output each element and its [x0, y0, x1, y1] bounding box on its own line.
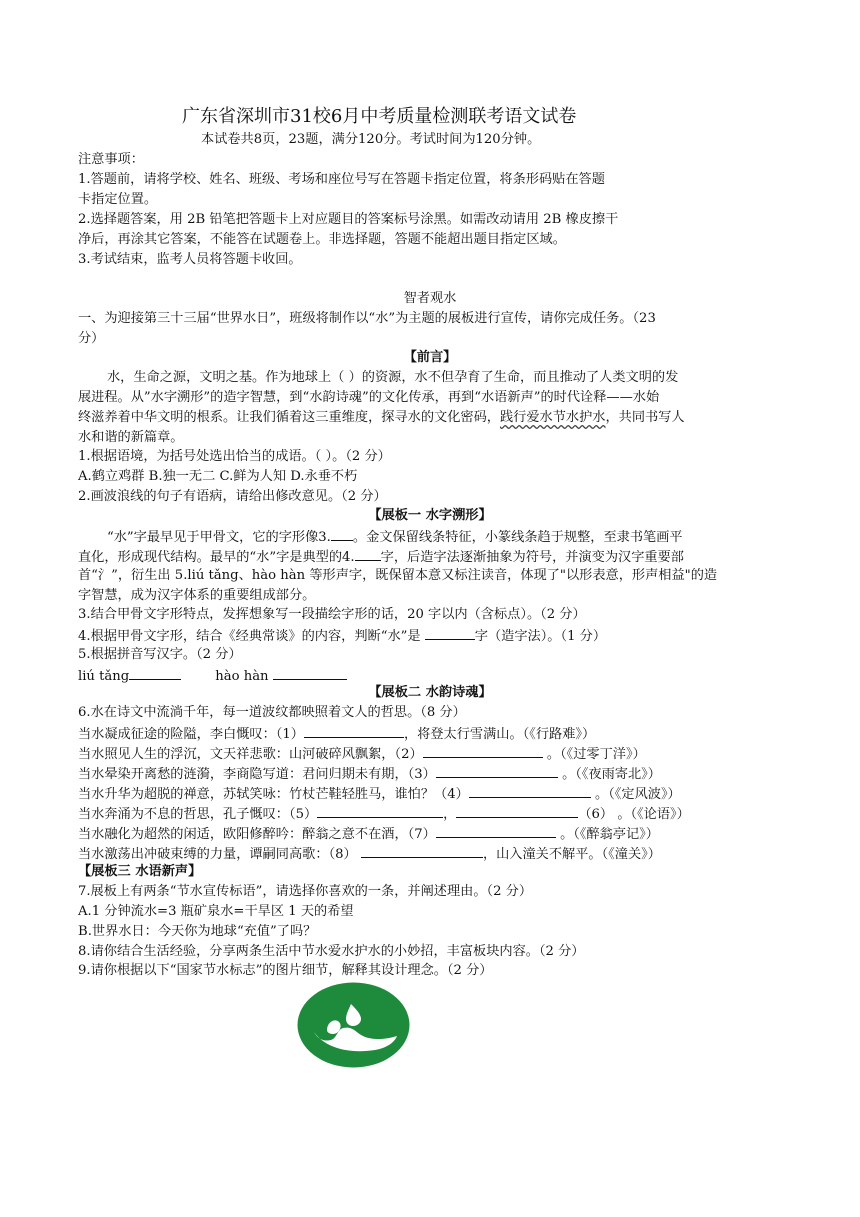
answer-blank-poem-8[interactable] [361, 843, 483, 858]
notice-item-1: 1.答题前，请将学校、姓名、班级、考场和座位号写在答题卡指定位置，将条形码贴在答题 [78, 172, 605, 187]
preface-para-line-1: 水，生命之源，文明之基。作为地球上（ ）的资源，水不但孕育了生命，而且推动了人类文明的发 [107, 370, 679, 385]
poem-line-5 [78, 803, 690, 825]
poem-line-text: 当水激荡出冲破束缚的力量，谭嗣同高歌：（8） [78, 847, 357, 862]
section-intro: 一、为迎接第三十三届“世界水日”，班级将制作以“水”为主题的展板进行宣传，请你完成任务。（23 [78, 311, 656, 326]
answer-blank-poem-6[interactable] [456, 803, 578, 818]
pinyin-hao-han: hào hàn [215, 669, 269, 684]
board-1-heading: 【展板一 水字溯形】 [368, 508, 492, 523]
question-1-options: A.鹤立鸡群 B.独一无二 C.鲜为人知 D.永垂不朽 [78, 469, 358, 484]
slogan-option-a: A.1 分钟流水=3 瓶矿泉水=干旱区 1 天的希望 [78, 904, 354, 919]
poem-line-1 [78, 723, 595, 745]
wavy-underlined-sentence: 践行爱水节水护水 [500, 410, 606, 425]
answer-blank-4[interactable] [355, 546, 381, 561]
question-4-text: 4.根据甲骨文字形，结合《经典常谈》的内容，判断“水”是 [78, 629, 421, 644]
slogan-option-b: B.世界水日：今天你为地球“充值”了吗？ [78, 924, 317, 939]
board-1-text-cont: 。金文保留线条特征，小篆线条趋于规整，至隶书笔画平 [352, 530, 683, 545]
pinyin-liu-tang: liú tǎng [78, 669, 130, 684]
board-3-heading: 【展板三 水语新声】 [78, 864, 202, 879]
poem-line-text-cont: 。（《夜雨寄北》） [562, 767, 661, 782]
section-intro-cont: 分） [78, 331, 105, 346]
poem-line-text: 当水融化为超然的闲适，欧阳修醉吟：醉翁之意不在酒，（7） [78, 827, 436, 842]
answer-blank-poem-3[interactable] [436, 763, 558, 778]
preface-para-line-3 [78, 408, 685, 428]
poem-line-3 [78, 763, 661, 785]
question-5: 5.根据拼音写汉字。（2 分） [78, 647, 242, 662]
poem-line-2 [78, 743, 646, 765]
question-1: 1.根据语境，为括号处选出恰当的成语。（ ）。（2 分） [78, 449, 391, 464]
answer-blank-pinyin-2[interactable] [273, 665, 347, 680]
answer-blank-poem-7[interactable] [436, 823, 556, 838]
poem-line-text: 当水升华为超脱的禅意，苏轼笑咏：竹杖芒鞋轻胜马，谁怕？（4） [78, 787, 469, 802]
preface-text-end: ，共同书写人 [605, 410, 685, 425]
poem-line-text-cont: ，山入潼关不解平。（《潼关》） [482, 847, 661, 862]
board-1-text: “水”字最早见于甲骨文，它的字形像3. [107, 530, 331, 545]
question-4 [78, 625, 606, 647]
question-7: 7.展板上有两条“节水宣传标语”，请选择你喜欢的一条，并阐述理由。（2 分） [78, 884, 533, 899]
question-9: 9.请你根据以下“国家节水标志”的图片细节，解释其设计理念。（2 分） [78, 963, 493, 978]
preface-text: 终滋养着中华文明的根系。让我们循着这三重维度，探寻水的文化密码， [78, 410, 500, 425]
answer-blank-3[interactable] [331, 526, 353, 541]
board-1-para-line-2 [78, 546, 684, 568]
poem-line-text-cont: 。（《醉翁亭记》） [560, 827, 659, 842]
question-8: 8.请你结合生活经验，分享两条生活中节水爱水护水的小妙招，丰富板块内容。（2 分） [78, 944, 585, 959]
board-1-para-line-1 [107, 526, 683, 548]
preface-para-line-4: 水和谐的新篇章。 [78, 430, 184, 445]
board-1-para-line-3: 首“氵”，衍生出 5.liú tǎng、hào hàn 等形声字，既保留本意又标注读音，体现了"以形表意，形声相益"的造 [78, 568, 718, 583]
national-water-saving-logo-icon [297, 982, 410, 1068]
poem-line-text-cont: ，将登太行雪满山。（《行路难》） [403, 727, 596, 742]
poem-line-text-cont: 。（《定风波》） [595, 787, 681, 802]
question-3: 3.结合甲骨文字形特点，发挥想象写一段描绘字形的话，20 字以内（含标点）。（2 分） [78, 607, 586, 622]
poem-line-text: 当水凝成征途的险隘，李白慨叹：（1） [78, 727, 304, 742]
board-1-text: 直化，形成现代结构。最早的“水”字是典型的4. [78, 550, 355, 565]
question-2: 2.画波浪线的句子有语病，请给出修改意见。（2 分） [78, 489, 387, 504]
page-title: 广东省深圳市31校6月中考质量检测联考语文试卷 [182, 106, 577, 127]
poem-line-text-cont: 。（《过零丁洋》） [546, 747, 646, 762]
poem-line-text-cont: （6） 。（《论语》） [578, 807, 690, 822]
poem-line-4 [78, 783, 681, 805]
notice-item-2: 2.选择题答案，用 2B 铅笔把答题卡上对应题目的答案标号涂黑。如需改动请用 2B 橡皮擦干 [78, 212, 619, 227]
answer-blank-poem-5[interactable] [317, 803, 443, 818]
poem-line-text: 当水照见人生的浮沉，文天祥悲歌：山河破碎风飘絮，（2） [78, 747, 423, 762]
answer-blank-q4[interactable] [425, 625, 475, 640]
notice-item-3: 3.考试结束，监考人员将答题卡收回。 [78, 252, 302, 267]
notice-item-1-cont: 卡指定位置。 [78, 192, 158, 207]
preface-heading: 【前言】 [403, 350, 457, 365]
answer-blank-poem-2[interactable] [423, 743, 543, 758]
poem-line-text: 当水晕染开离愁的涟漪，李商隐写道：君问归期未有期，（3） [78, 767, 436, 782]
poem-line-6 [78, 823, 659, 845]
answer-blank-poem-1[interactable] [304, 723, 404, 738]
poem-line-text: 当水奔涌为不息的哲思，孔子慨叹：（5） [78, 807, 318, 822]
answer-blank-poem-4[interactable] [469, 783, 591, 798]
board-2-heading: 【展板二 水韵诗魂】 [368, 685, 492, 700]
notice-heading: 注意事项： [78, 152, 144, 167]
section-heading: 智者观水 [403, 291, 457, 306]
preface-para-line-2: 展进程。从”水字溯形”的造字智慧，到“水韵诗魂”的文化传承，再到“水语新声”的时代诠释——水始 [78, 390, 660, 405]
question-6: 6.水在诗文中流淌千年，每一道波纹都映照着文人的哲思。（8 分） [78, 705, 466, 720]
notice-item-2-cont: 净后，再涂其它答案，不能答在试题卷上。非选择题，答题不能超出题目指定区域。 [78, 232, 566, 247]
answer-blank-pinyin-1[interactable] [129, 665, 181, 680]
question-4-text-cont: 字（造字法）。（1 分） [474, 629, 607, 644]
exam-info: 本试卷共8页，23题，满分120分。考试时间为120分钟。 [201, 132, 541, 147]
board-1-para-line-4: 字智慧，成为汉字体系的重要组成部分。 [78, 588, 316, 603]
poem-comma: ， [443, 807, 457, 822]
board-1-text-cont: 字，后造字法逐渐抽象为符号，并演变为汉字重要部 [380, 550, 684, 565]
